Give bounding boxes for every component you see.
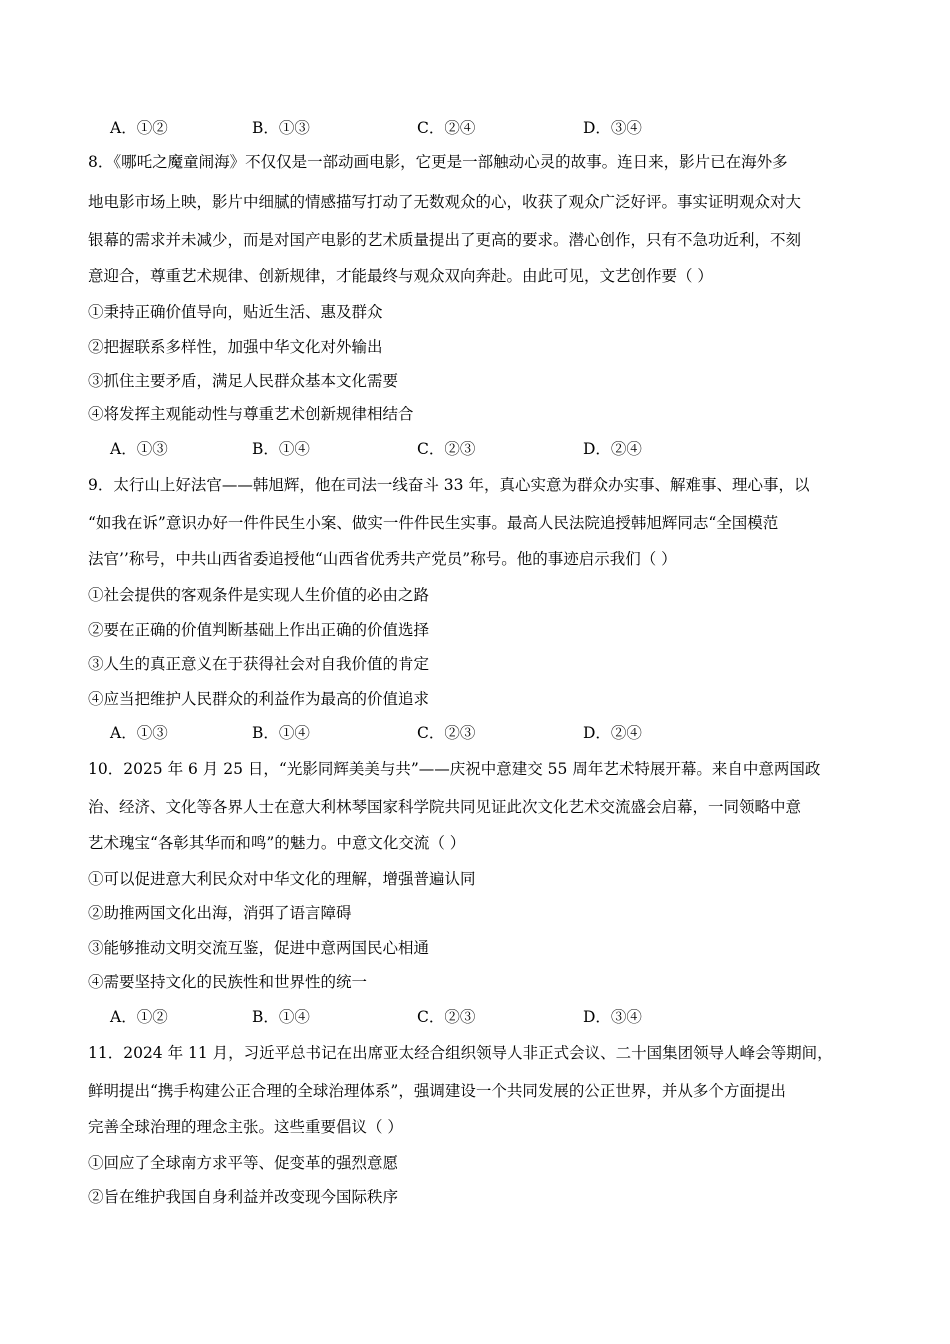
question-11-statement: ②旨在维护我国自身利益并改变现今国际秩序 bbox=[88, 1188, 399, 1206]
question-9-statement: ①社会提供的客观条件是实现人生价值的必由之路 bbox=[88, 586, 430, 604]
question-9-stem-line: “如我在诉”意识办好一件件民生小案、做实一件件民生实事。最高人民法院追授韩旭辉同志“全国模范 bbox=[88, 514, 779, 532]
option-a[interactable]: A．①② bbox=[110, 119, 168, 137]
option-b[interactable]: B．①④ bbox=[252, 440, 310, 458]
option-c[interactable]: C．②③ bbox=[417, 724, 476, 742]
question-11-stem-line: 完善全球治理的理念主张。这些重要倡议（ ） bbox=[88, 1118, 403, 1136]
option-b[interactable]: B．①④ bbox=[252, 1008, 310, 1026]
question-10-statement: ④需要坚持文化的民族性和世界性的统一 bbox=[88, 973, 368, 991]
question-9-statement: ③人生的真正意义在于获得社会对自我价值的肯定 bbox=[88, 655, 430, 673]
question-10-statement: ①可以促进意大利民众对中华文化的理解，增强普遍认同 bbox=[88, 870, 476, 888]
question-9-statement: ④应当把维护人民群众的利益作为最高的价值追求 bbox=[88, 690, 430, 708]
question-9-statement: ②要在正确的价值判断基础上作出正确的价值选择 bbox=[88, 621, 430, 639]
option-d[interactable]: D．②④ bbox=[583, 724, 642, 742]
question-8-statement: ②把握联系多样性，加强中华文化对外输出 bbox=[88, 338, 383, 356]
question-10-stem-line: 艺术瑰宝“各彰其华而和鸣”的魅力。中意文化交流（ ） bbox=[88, 834, 466, 852]
question-11-stem-line: 11．2024 年 11 月，习近平总书记在出席亚太经合组织领导人非正式会议、二十国集团领导人峰会等期间， bbox=[88, 1044, 833, 1062]
option-c[interactable]: C．②③ bbox=[417, 440, 476, 458]
option-d[interactable]: D．②④ bbox=[583, 440, 642, 458]
question-11-stem-line: 鲜明提出“携手构建公正合理的全球治理体系”，强调建设一个共同发展的公正世界，并从多个方面提出 bbox=[88, 1082, 786, 1100]
question-8-statement: ③抓住主要矛盾，满足人民群众基本文化需要 bbox=[88, 372, 399, 390]
question-10-stem-line: 10．2025 年 6 月 25 日，“光影同辉美美与共”——庆祝中意建交 55 周年艺术特展开幕。来自中意两国政 bbox=[88, 760, 821, 778]
option-c[interactable]: C．②④ bbox=[417, 119, 476, 137]
question-8-statement: ④将发挥主观能动性与尊重艺术创新规律相结合 bbox=[88, 405, 414, 423]
question-10-statement: ②助推两国文化出海，消弭了语言障碍 bbox=[88, 904, 352, 922]
question-8-stem-line: 8．《哪吒之魔童闹海》不仅仅是一部动画电影，它更是一部触动心灵的故事。连日来，影片已在海外多 bbox=[88, 153, 788, 171]
question-8-options bbox=[110, 438, 670, 460]
question-10-options bbox=[110, 1006, 670, 1028]
option-d[interactable]: D．③④ bbox=[583, 119, 642, 137]
option-a[interactable]: A．①③ bbox=[110, 440, 168, 458]
question-11-statement: ①回应了全球南方求平等、促变革的强烈意愿 bbox=[88, 1154, 399, 1172]
option-a[interactable]: A．①② bbox=[110, 1008, 168, 1026]
question-8-statement: ①秉持正确价值导向，贴近生活、惠及群众 bbox=[88, 303, 383, 321]
question-8-stem-line: 意迎合，尊重艺术规律、创新规律，才能最终与观众双向奔赴。由此可见，文艺创作要（ ） bbox=[88, 267, 713, 285]
question-7-options bbox=[110, 117, 670, 139]
option-b[interactable]: B．①④ bbox=[252, 724, 310, 742]
question-9-stem-line: 法官’’称号，中共山西省委追授他“山西省优秀共产党员”称号。他的事迹启示我们（ ） bbox=[88, 550, 677, 568]
option-c[interactable]: C．②③ bbox=[417, 1008, 476, 1026]
question-10-stem-line: 治、经济、文化等各界人士在意大利林琴国家科学院共同见证此次文化艺术交流盛会启幕，一同领略中意 bbox=[88, 798, 802, 816]
option-d[interactable]: D．③④ bbox=[583, 1008, 642, 1026]
question-8-stem-line: 银幕的需求并未减少，而是对国产电影的艺术质量提出了更高的要求。潜心创作，只有不急功近利，不刻 bbox=[88, 231, 802, 249]
question-10-statement: ③能够推动文明交流互鉴，促进中意两国民心相通 bbox=[88, 939, 430, 957]
question-8-stem-line: 地电影市场上映，影片中细腻的情感描写打动了无数观众的心，收获了观众广泛好评。事实证明观众对大 bbox=[88, 193, 802, 211]
question-9-options bbox=[110, 722, 670, 744]
option-a[interactable]: A．①③ bbox=[110, 724, 168, 742]
option-b[interactable]: B．①③ bbox=[252, 119, 310, 137]
question-9-stem-line: 9．太行山上好法官——韩旭辉，他在司法一线奋斗 33 年，真心实意为群众办实事、解难事、理心事，以 bbox=[88, 476, 810, 494]
